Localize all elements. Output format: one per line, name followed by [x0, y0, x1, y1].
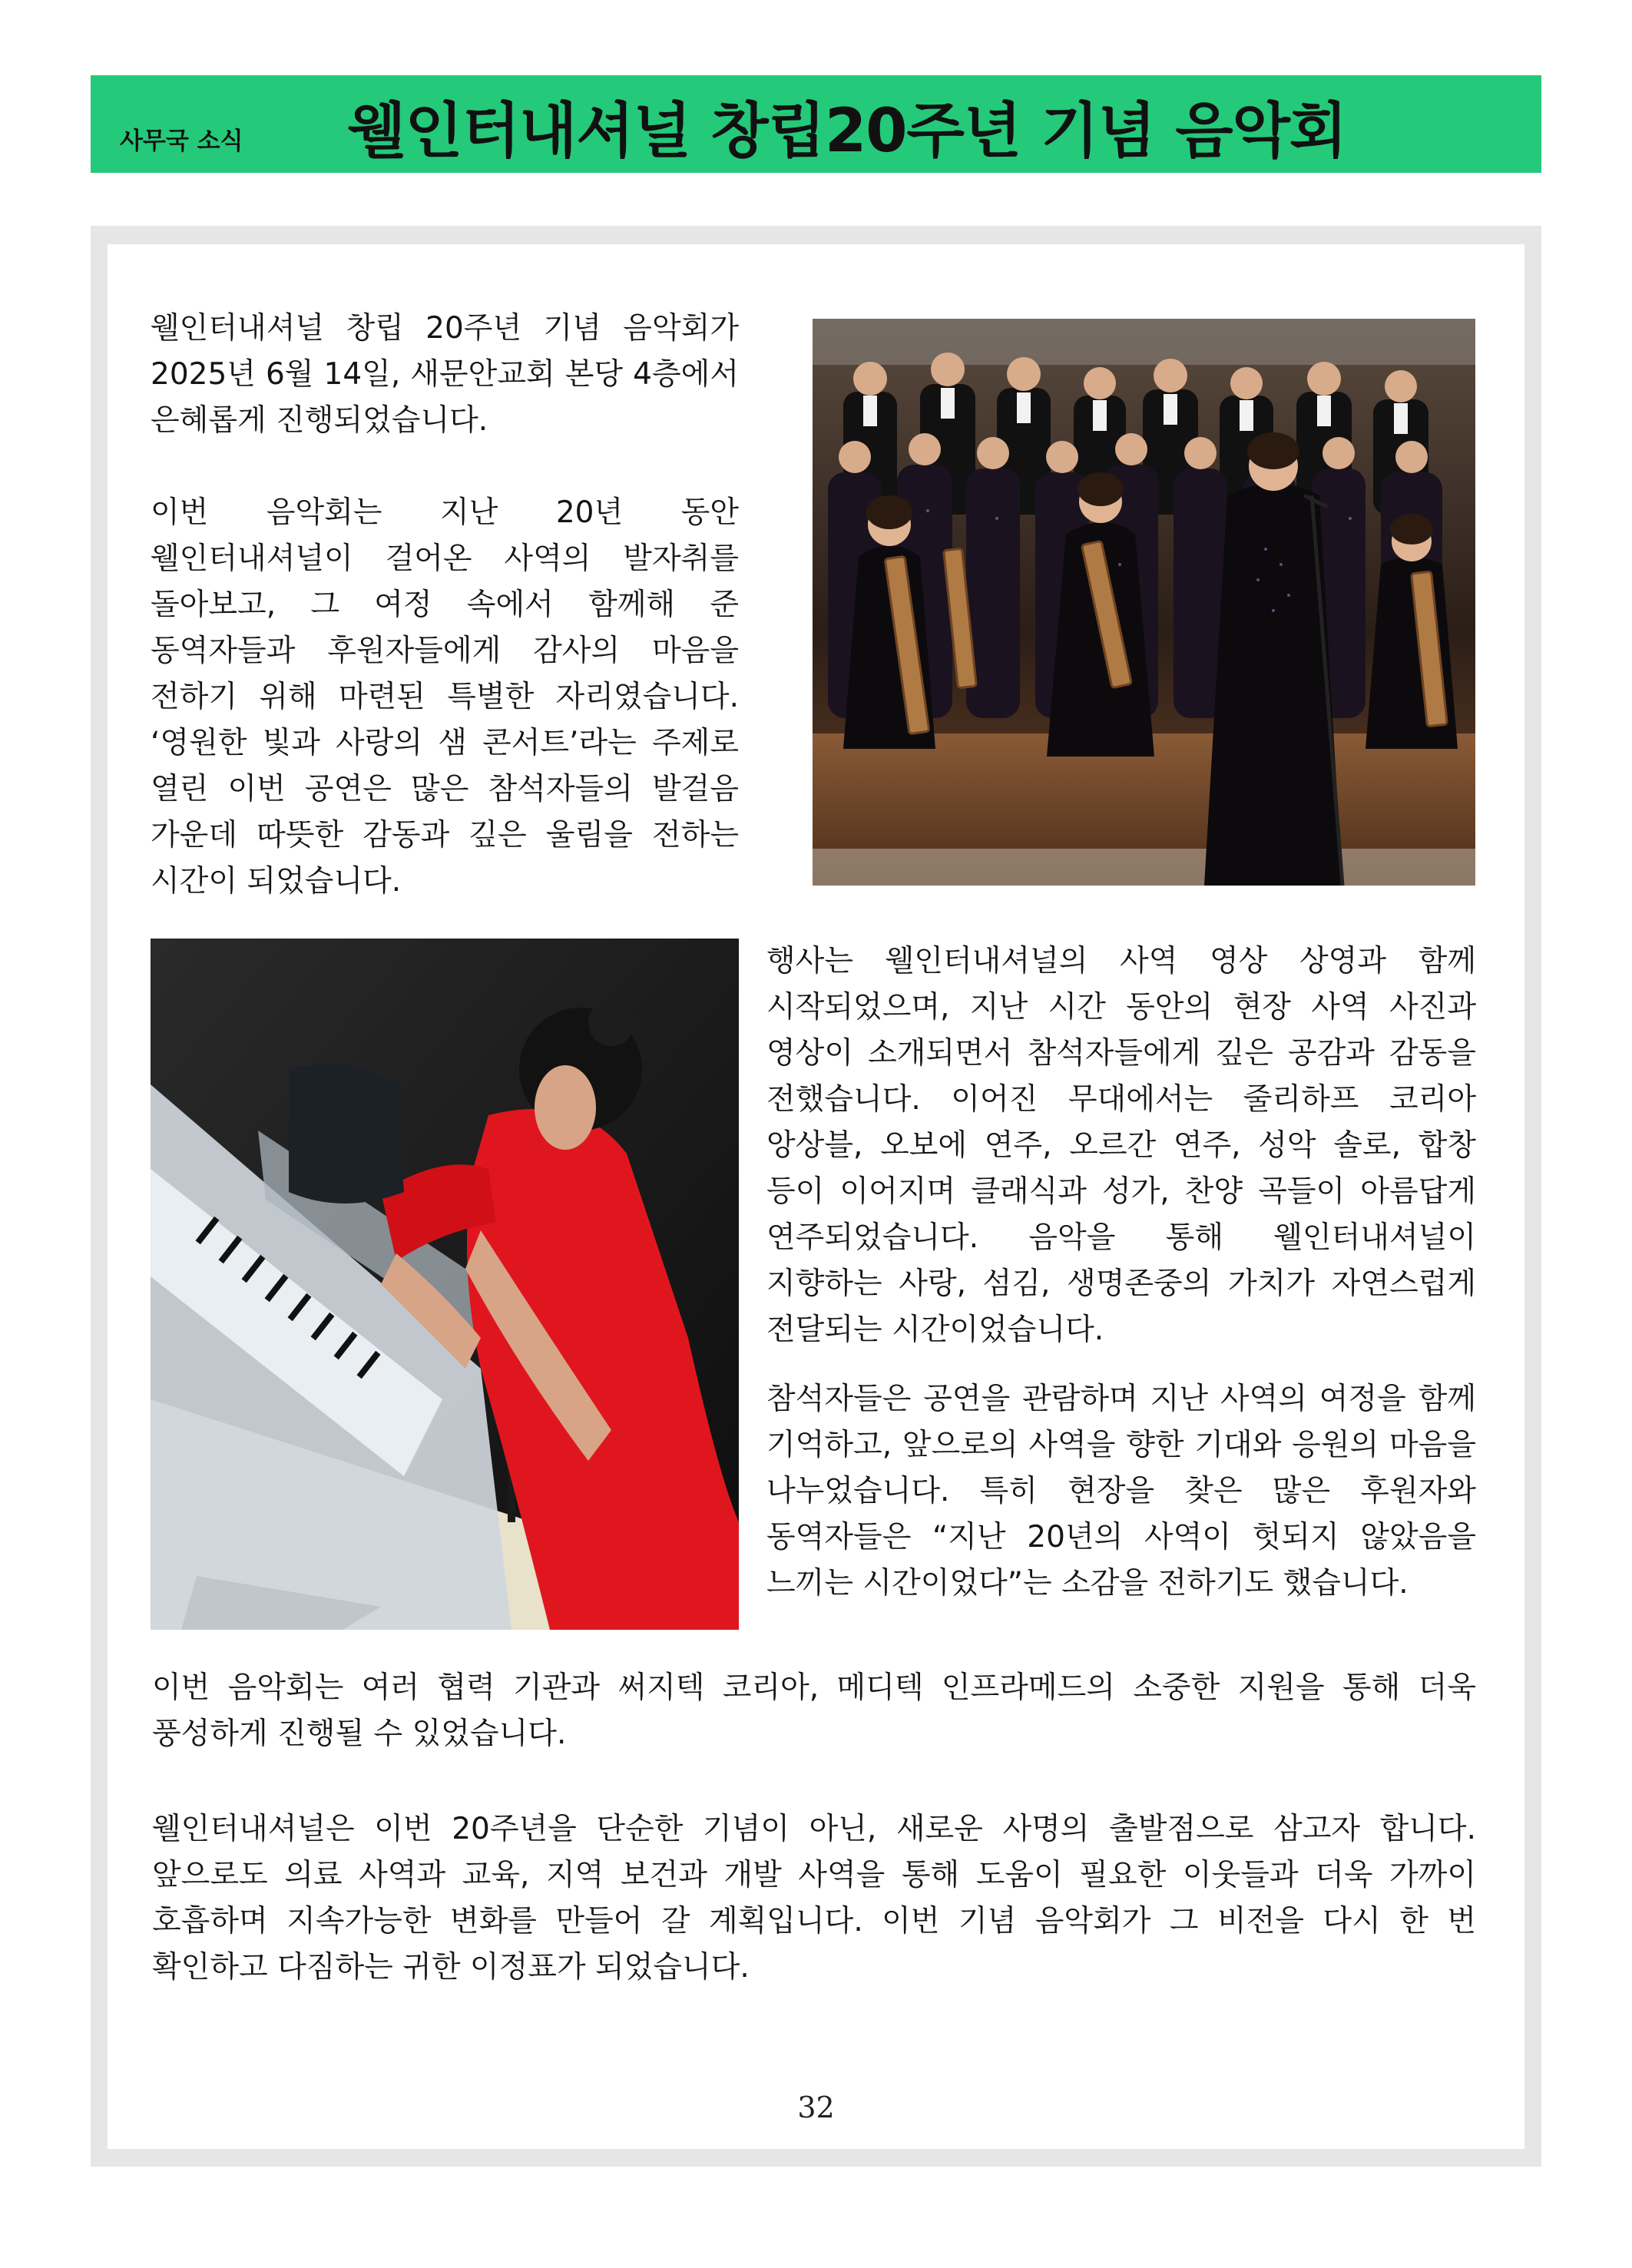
paragraph-audience: 참석자들은 공연을 관람하며 지난 사역의 여정을 함께 기억하고, 앞으로의 사역을 향한 기대와 응원의 마음을 나누었습니다. 특히 현장을 찾은 많은 후원자와 동역자들은 “지난 20년의 사역이 헛되지 않았음을 느끼는 시간이었다”는 소감을 전하기도 했습니다. [766, 1382, 1476, 1601]
paragraph-vision: 웰인터내셔널은 이번 20주년을 단순한 기념이 아닌, 새로운 사명의 출발점으로 삼고자 합니다. 앞으로도 의료 사역과 교육, 지역 보건과 개발 사역을 통해 도움이 필요한 이웃들과 더욱 가까이 호흡하며 지속가능한 변화를 만들어 갈 계획입니다. 이번 기념 음악회가 그 비전을 다시 한 번 확인하고 다짐하는 귀한 이정표가 되었습니다. [152, 1812, 1476, 1985]
pianist-photo [151, 939, 739, 1630]
section-label: 사무국 소식 [120, 127, 243, 155]
choir-photo-illustration [813, 319, 1475, 886]
paragraph-support: 이번 음악회는 여러 협력 기관과 써지텍 코리아, 메디텍 인프라메드의 소중한 지원을 통해 더욱 풍성하게 진행될 수 있었습니다. [152, 1670, 1476, 1751]
paragraph-purpose: 이번 음악회는 지난 20년 동안 웰인터내셔널이 걸어온 사역의 발자취를 돌아보고, 그 여정 속에서 함께해 준 동역자들과 후원자들에게 감사의 마음을 전하기 위해 마련된 특별한 자리였습니다. ‘영원한 빛과 사랑의 샘 콘서트’라는 주제로 열린 이번 공연은 많은 참석자들의 발걸음 가운데 따뜻한 감동과 깊은 울림을 전하는 시간이 되었습니다. [151, 495, 739, 899]
paragraph-intro: 웰인터내셔널 창립 20주년 기념 음악회가 2025년 6월 14일, 새문안교회 본당 4층에서 은혜롭게 진행되었습니다. [151, 311, 739, 438]
page-header [91, 75, 1541, 173]
page-number: 32 [797, 2091, 835, 2124]
choir-photo [813, 319, 1475, 886]
paragraph-program: 행사는 웰인터내셔널의 사역 영상 상영과 함께 시작되었으며, 지난 시간 동안의 현장 사역 사진과 영상이 소개되면서 참석자들에게 깊은 공감과 감동을 전했습니다. 이어진 무대에서는 줄리하프 코리아 앙상블, 오보에 연주, 오르간 연주, 성악 솔로, 합창 등이 이어지며 클래식과 성가, 찬양 곡들이 아름답게 연주되었습니다. 음악을 통해 웰인터내셔널이 지향하는 사랑, 섬김, 생명존중의 가치가 자연스럽게 전달되는 시간이었습니다. [766, 944, 1476, 1347]
pianist-photo-illustration [151, 939, 739, 1630]
page-title: 웰인터내셔널 창립20주년 기념 음악회 [348, 97, 1347, 166]
